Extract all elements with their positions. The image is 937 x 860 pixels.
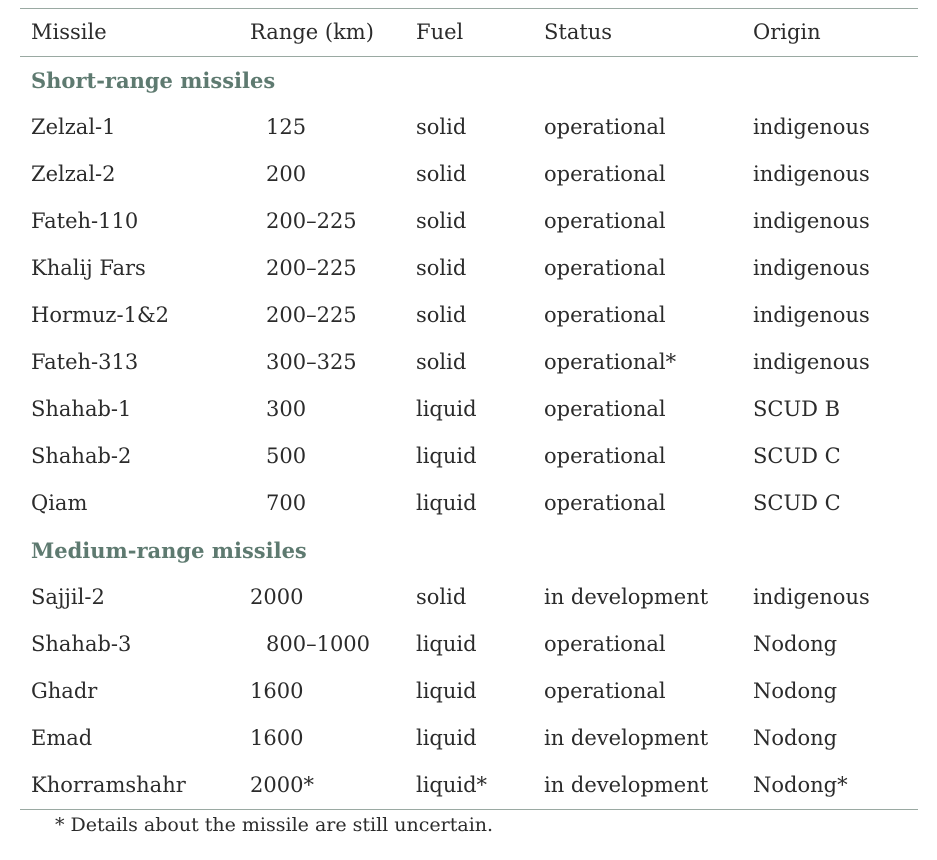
header-fuel: Fuel	[416, 20, 464, 44]
cell-range: 2000*	[250, 773, 314, 797]
cell-range: 300	[266, 397, 307, 421]
table-header	[20, 9, 918, 56]
table-row	[20, 480, 918, 527]
cell-range: 500	[266, 444, 307, 468]
cell-range: 2000	[250, 585, 304, 609]
cell-status: in development	[544, 585, 709, 609]
cell-status: operational	[544, 491, 666, 515]
cell-status: operational	[544, 397, 666, 421]
cell-missile: Shahab-3	[31, 632, 132, 656]
cell-missile: Fateh-313	[31, 350, 139, 374]
cell-missile: Zelzal-1	[31, 115, 116, 139]
cell-status: operational	[544, 115, 666, 139]
cell-origin: indigenous	[753, 303, 870, 327]
table-row	[20, 104, 918, 151]
table-row	[20, 339, 918, 386]
cell-fuel: solid	[416, 115, 467, 139]
footnote: * Details about the missile are still uncertain.	[55, 814, 494, 836]
cell-status: operational	[544, 162, 666, 186]
cell-missile: Shahab-1	[31, 397, 132, 421]
cell-origin: Nodong	[753, 679, 838, 703]
cell-missile: Hormuz-1&2	[31, 303, 170, 327]
bottom-rule	[20, 809, 918, 810]
cell-status: operational	[544, 444, 666, 468]
cell-range: 125	[266, 115, 307, 139]
table-row	[20, 574, 918, 621]
table-row	[20, 668, 918, 715]
table-row	[20, 715, 918, 762]
header-missile: Missile	[31, 20, 107, 44]
cell-missile: Sajjil-2	[31, 585, 105, 609]
cell-status: operational	[544, 209, 666, 233]
cell-origin: SCUD C	[753, 444, 841, 468]
cell-missile: Khorramshahr	[31, 773, 186, 797]
table-row	[20, 245, 918, 292]
table-row	[20, 292, 918, 339]
cell-origin: SCUD B	[753, 397, 841, 421]
cell-status: operational	[544, 303, 666, 327]
cell-range: 300–325	[266, 350, 357, 374]
cell-fuel: liquid	[416, 397, 477, 421]
table-row	[20, 151, 918, 198]
cell-status: operational	[544, 256, 666, 280]
table-row	[20, 386, 918, 433]
missile-table	[20, 8, 918, 810]
cell-missile: Qiam	[31, 491, 88, 515]
header-range: Range (km)	[250, 20, 374, 44]
header-status: Status	[544, 20, 613, 44]
cell-range: 200–225	[266, 303, 357, 327]
cell-origin: indigenous	[753, 350, 870, 374]
cell-fuel: liquid	[416, 444, 477, 468]
cell-origin: indigenous	[753, 585, 870, 609]
cell-origin: indigenous	[753, 162, 870, 186]
cell-fuel: liquid	[416, 679, 477, 703]
cell-fuel: solid	[416, 303, 467, 327]
cell-missile: Fateh-110	[31, 209, 139, 233]
cell-status: in development	[544, 773, 709, 797]
cell-range: 1600	[250, 726, 304, 750]
table-row	[20, 433, 918, 480]
cell-missile: Khalij Fars	[31, 256, 146, 280]
cell-fuel: liquid	[416, 491, 477, 515]
cell-range: 700	[266, 491, 307, 515]
cell-status: operational*	[544, 350, 677, 374]
cell-range: 1600	[250, 679, 304, 703]
cell-origin: indigenous	[753, 209, 870, 233]
cell-origin: Nodong*	[753, 773, 848, 797]
cell-fuel: liquid*	[416, 773, 488, 797]
cell-missile: Zelzal-2	[31, 162, 116, 186]
cell-status: operational	[544, 632, 666, 656]
cell-missile: Ghadr	[31, 679, 98, 703]
cell-fuel: solid	[416, 256, 467, 280]
section-title-medium-range: Medium-range missiles	[31, 538, 307, 563]
cell-origin: Nodong	[753, 726, 838, 750]
table-row	[20, 621, 918, 668]
cell-range: 200–225	[266, 256, 357, 280]
cell-fuel: liquid	[416, 632, 477, 656]
cell-status: in development	[544, 726, 709, 750]
cell-range: 200–225	[266, 209, 357, 233]
cell-origin: indigenous	[753, 115, 870, 139]
cell-fuel: liquid	[416, 726, 477, 750]
cell-fuel: solid	[416, 350, 467, 374]
cell-range: 800–1000	[266, 632, 371, 656]
cell-fuel: solid	[416, 209, 467, 233]
table-row	[20, 198, 918, 245]
cell-missile: Emad	[31, 726, 93, 750]
cell-fuel: solid	[416, 162, 467, 186]
cell-origin: Nodong	[753, 632, 838, 656]
cell-origin: SCUD C	[753, 491, 841, 515]
cell-status: operational	[544, 679, 666, 703]
section-title-short-range: Short-range missiles	[31, 68, 276, 93]
header-origin: Origin	[753, 20, 821, 44]
cell-missile: Shahab-2	[31, 444, 132, 468]
cell-fuel: solid	[416, 585, 467, 609]
cell-range: 200	[266, 162, 307, 186]
table-row	[20, 762, 918, 809]
cell-origin: indigenous	[753, 256, 870, 280]
